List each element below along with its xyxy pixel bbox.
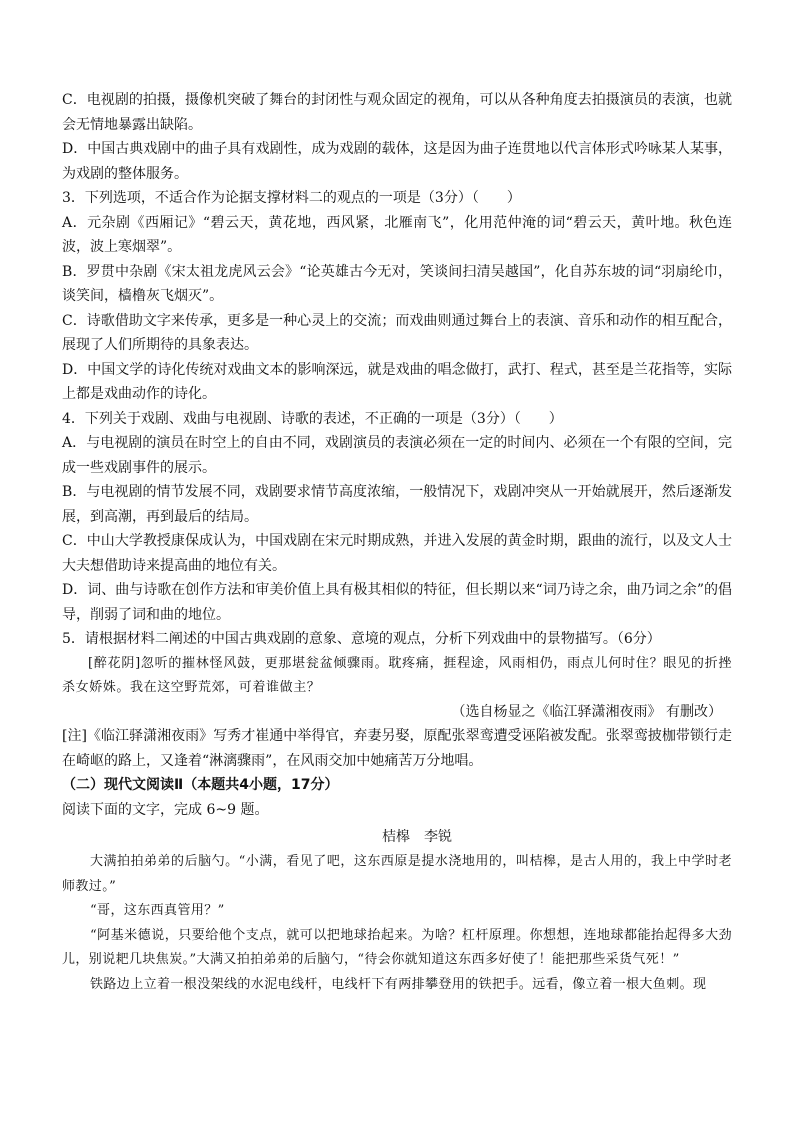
option-d-classical-songs: D．中国古典戏剧中的曲子具有戏剧性，成为戏剧的载体，这是因为曲子连贯地以代言体形式吟咏某人某事，为戏剧的整体服务。 (62, 141, 732, 182)
question-3-option-d: D．中国文学的诗化传统对戏曲文本的影响深远，就是戏曲的唱念做打，武打、程式，甚至是兰花指等，实际上都是戏曲动作的诗化。 (62, 361, 732, 402)
question-3-option-b: B．罗贯中杂剧《宋太祖龙虎风云会》“论英雄古今无对，笑谈间扫清吴越国”，化自苏东坡的词“羽扇纶巾，谈笑间，樯橹灰飞烟灭”。 (62, 263, 732, 304)
question-3: 3．下列选项，不适合作为论据支撑材料二的观点的一项是（3分）（ ） (62, 190, 521, 206)
question-4: 4．下列关于戏剧、戏曲与电视剧、诗歌的表述，不正确的一项是（3分）（ ） (62, 410, 563, 427)
question-4-option-a: A．与电视剧的演员在时空上的自由不同，戏剧演员的表演必须在一定的时间内、必须在一个有限的空间，完成一些戏剧事件的展示。 (62, 435, 732, 476)
excerpt-source: （选自杨显之《临江驿潇湘夜雨》 有删改） (451, 703, 722, 720)
section-heading-modern-reading: （二）现代文阅读Ⅱ（本题共4小题，17分） (62, 777, 339, 793)
opera-excerpt: [醉花阴]忽听的摧林怪风鼓，更那堪瓮盆倾骤雨。耽疼痛，捱程途，风雨相仍，雨点儿何时住？眼见的折挫杀女娇姝。我在这空野荒郊，可着谁做主？ (62, 655, 732, 695)
document-page (62, 88, 732, 997)
question-5: 5．请根据材料二阐述的中国古典戏剧的意象、意境的观点，分析下列戏曲中的景物描写。（6分） (62, 631, 661, 647)
story-paragraph-2: “哥，这东西真管用？” (90, 903, 225, 918)
option-c-tv-filming: C．电视剧的拍摄，摄像机突破了舞台的封闭性与观众固定的视角，可以从各种角度去拍摄演员的表演，也就会无情地暴露出缺陷。 (62, 92, 732, 133)
story-paragraph-4: 铁路边上立着一根没架线的水泥电线杆，电线杆下有两排攀登用的铁把手。远看，像立着一根大鱼刺。现 (90, 976, 707, 992)
story-paragraph-3: “阿基米德说，只要给他个支点，就可以把地球抬起来。为啥？杠杆原理。你想想，连地球都能抬起得多大劲儿，别说耙几块焦炭。”大满又拍拍弟弟的后脑勺，“待会你就知道这东西多好使了！能把那些采货气死！” (62, 927, 732, 967)
question-3-option-c: C．诗歌借助文字来传承，更多是一种心灵上的交流；而戏曲则通过舞台上的表演、音乐和动作的相互配合，展现了人们所期待的具象表达。 (62, 312, 732, 353)
question-3-option-a: A．元杂剧《西厢记》“碧云天，黄花地，西风紧，北雁南飞”，化用范仲淹的词“碧云天，黄叶地。秋色连波，波上寒烟翠”。 (62, 214, 732, 255)
reading-instruction: 阅读下面的文字，完成 6~9 题。 (62, 801, 269, 818)
excerpt-note: [注]《临江驿潇湘夜雨》写秀才崔通中举得官，弃妻另娶，原配张翠鸾遭受诬陷被发配。张翠鸾披枷带锁行走在崎岖的路上，又逢着“淋漓骤雨”，在风雨交加中她痛苦万分地唱。 (62, 728, 732, 769)
story-paragraph-1: 大满拍拍弟弟的后脑勺。“小满，看见了吧，这东西原是提水浇地用的，叫桔槔，是古人用的，我上中学时老师教过。” (62, 854, 732, 894)
question-4-option-d: D．词、曲与诗歌在创作方法和审美价值上具有极其相似的特征，但长期以来“词乃诗之余，曲乃词之余”的倡导，削弱了词和曲的地位。 (62, 582, 732, 623)
question-4-option-c: C．中山大学教授康保成认为，中国戏剧在宋元时期成熟，并进入发展的黄金时期，跟曲的流行，以及文人士大夫想借助诗来提高曲的地位有关。 (62, 533, 732, 574)
question-4-option-b: B．与电视剧的情节发展不同，戏剧要求情节高度浓缩，一般情况下，戏剧冲突从一开始就展开，然后逐渐发展，到高潮，再到最后的结局。 (62, 484, 732, 525)
story-title: 桔槔 李锐 (382, 829, 452, 845)
